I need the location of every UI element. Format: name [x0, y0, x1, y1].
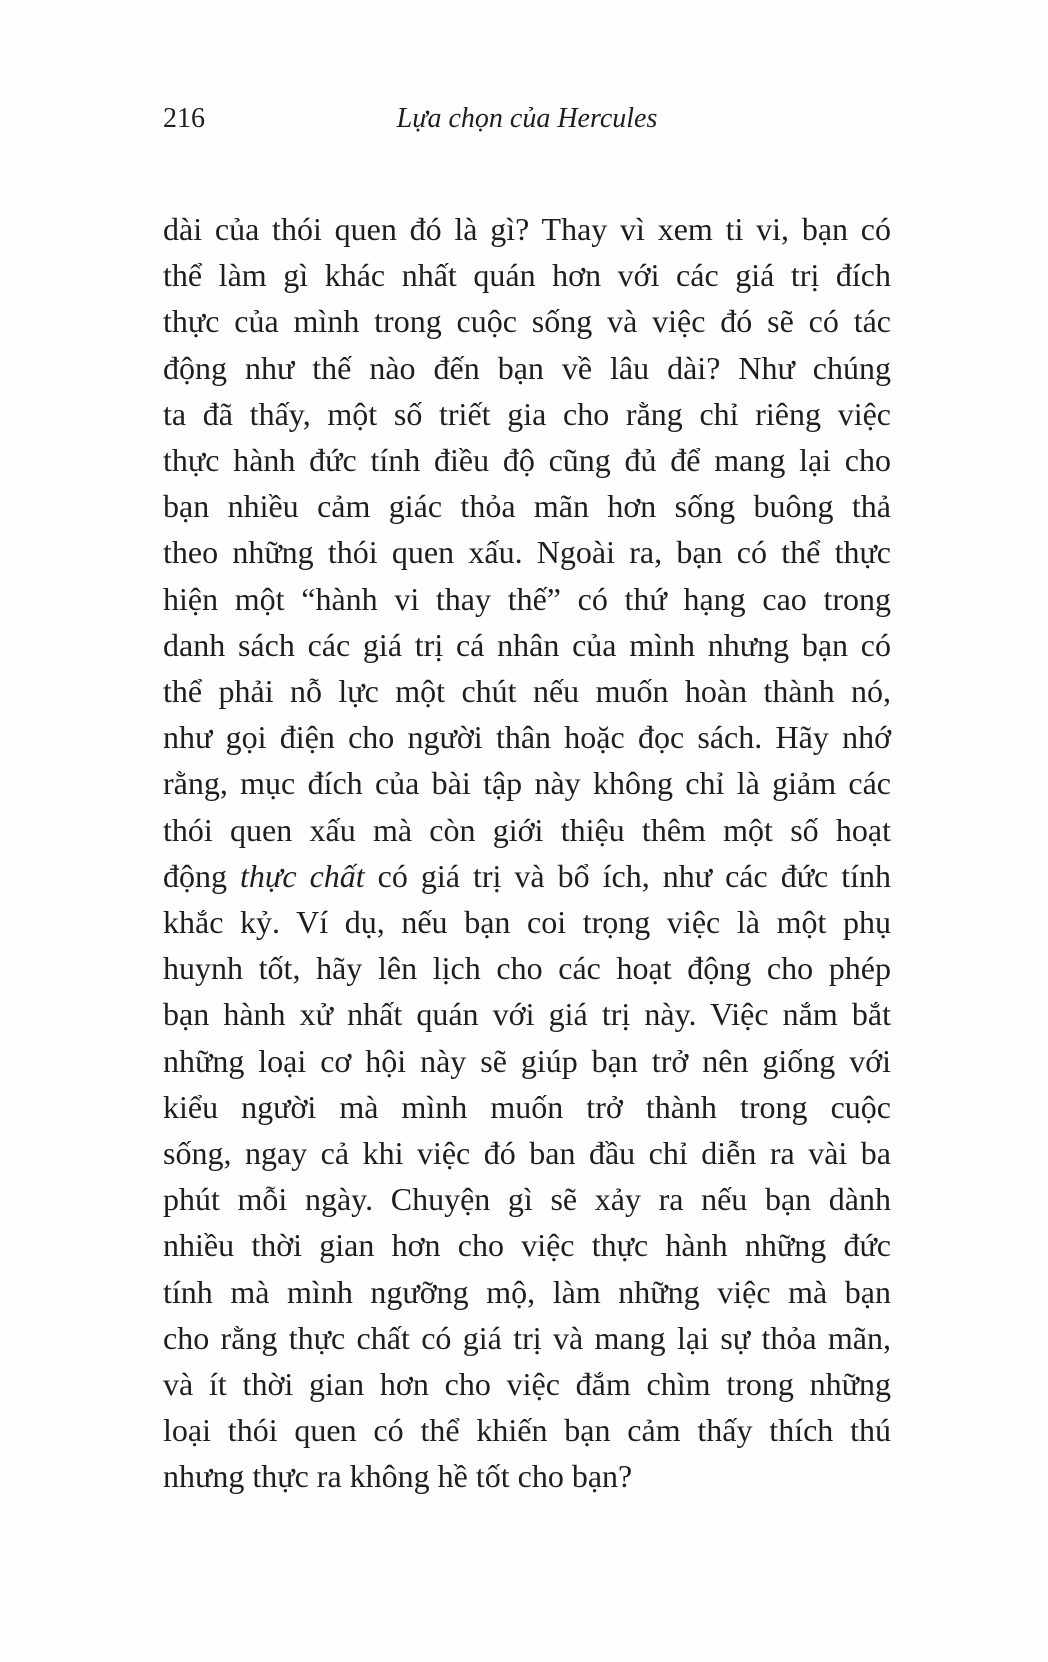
text-line: [163, 1407, 891, 1453]
text-line: [163, 576, 891, 622]
text-line: [163, 991, 891, 1037]
text-line: [163, 529, 891, 575]
text-segment: những loại cơ hội này sẽ giúp bạn trở nên giống với: [163, 1042, 891, 1079]
text-segment: bạn hành xử nhất quán với giá trị này. Việc nắm bắt: [163, 996, 891, 1033]
text-segment: theo những thói quen xấu. Ngoài ra, bạn có thể thực: [163, 534, 891, 571]
text-segment: hiện một “hành vi thay thế” có thứ hạng cao trong: [163, 580, 891, 617]
text-line: [163, 437, 891, 483]
text-segment: thể làm gì khác nhất quán hơn với các giá trị đích: [163, 257, 891, 294]
text-segment: động như thế nào đến bạn về lâu dài? Như chúng: [163, 349, 891, 386]
text-segment: khắc kỷ. Ví dụ, nếu bạn coi trọng việc là một phụ: [163, 904, 891, 941]
text-line: [163, 345, 891, 391]
text-segment: huynh tốt, hãy lên lịch cho các hoạt động cho phép: [163, 950, 891, 987]
text-line: [163, 1315, 891, 1361]
running-title: Lựa chọn của Hercules: [396, 103, 658, 134]
text-line: [163, 206, 891, 252]
text-line: [163, 1222, 891, 1268]
text-line: [163, 1453, 891, 1499]
text-line: [163, 807, 891, 853]
body-text: [163, 206, 891, 1500]
text-line: [163, 483, 891, 529]
page-header: [163, 102, 891, 142]
text-line: [163, 945, 891, 991]
text-segment: nhưng thực ra không hề tốt cho bạn?: [163, 1458, 633, 1495]
text-line: [163, 1269, 891, 1315]
text-segment: kiểu người mà mình muốn trở thành trong cuộc: [163, 1088, 891, 1125]
text-segment: tính mà mình ngưỡng mộ, làm những việc mà bạn: [163, 1273, 891, 1310]
text-line: [163, 391, 891, 437]
text-segment: phút mỗi ngày. Chuyện gì sẽ xảy ra nếu bạn dành: [163, 1181, 891, 1218]
text-segment: rằng, mục đích của bài tập này không chỉ là giảm các: [163, 765, 891, 802]
text-line: [163, 1130, 891, 1176]
page-number: 216: [163, 103, 205, 134]
text-segment: như gọi điện cho người thân hoặc đọc sách. Hãy nhớ: [163, 719, 891, 756]
text-segment: loại thói quen có thể khiến bạn cảm thấy thích thú: [163, 1412, 891, 1449]
text-line: [163, 1084, 891, 1130]
text-line: [163, 668, 891, 714]
text-line: [163, 1038, 891, 1084]
text-line: [163, 622, 891, 668]
text-segment: cho rằng thực chất có giá trị và mang lại sự thỏa mãn,: [163, 1319, 891, 1356]
text-line: [163, 760, 891, 806]
text-line: [163, 1361, 891, 1407]
text-segment: động: [163, 857, 241, 894]
text-line: [163, 298, 891, 344]
text-segment: thể phải nỗ lực một chút nếu muốn hoàn thành nó,: [163, 673, 891, 710]
text-segment: bạn nhiều cảm giác thỏa mãn hơn sống buông thả: [163, 488, 891, 525]
text-segment: sống, ngay cả khi việc đó ban đầu chỉ diễn ra vài ba: [163, 1135, 891, 1172]
text-segment: có giá trị và bổ ích, như các đức tính: [364, 857, 892, 894]
text-line: [163, 252, 891, 298]
text-line: [163, 714, 891, 760]
italic-text-segment: thực chất: [240, 857, 365, 894]
text-segment: nhiều thời gian hơn cho việc thực hành những đức: [163, 1227, 891, 1264]
text-segment: dài của thói quen đó là gì? Thay vì xem ti vi, bạn có: [163, 211, 891, 247]
text-segment: thực của mình trong cuộc sống và việc đó sẽ có tác: [163, 303, 891, 340]
text-line: [163, 899, 891, 945]
text-segment: thói quen xấu mà còn giới thiệu thêm một số hoạt: [163, 811, 891, 848]
text-segment: danh sách các giá trị cá nhân của mình nhưng bạn có: [163, 626, 891, 663]
text-segment: ta đã thấy, một số triết gia cho rằng chỉ riêng việc: [163, 395, 891, 432]
text-line: [163, 853, 891, 899]
text-segment: và ít thời gian hơn cho việc đắm chìm trong những: [163, 1366, 891, 1403]
text-line: [163, 1176, 891, 1222]
text-segment: thực hành đức tính điều độ cũng đủ để mang lại cho: [163, 442, 891, 479]
